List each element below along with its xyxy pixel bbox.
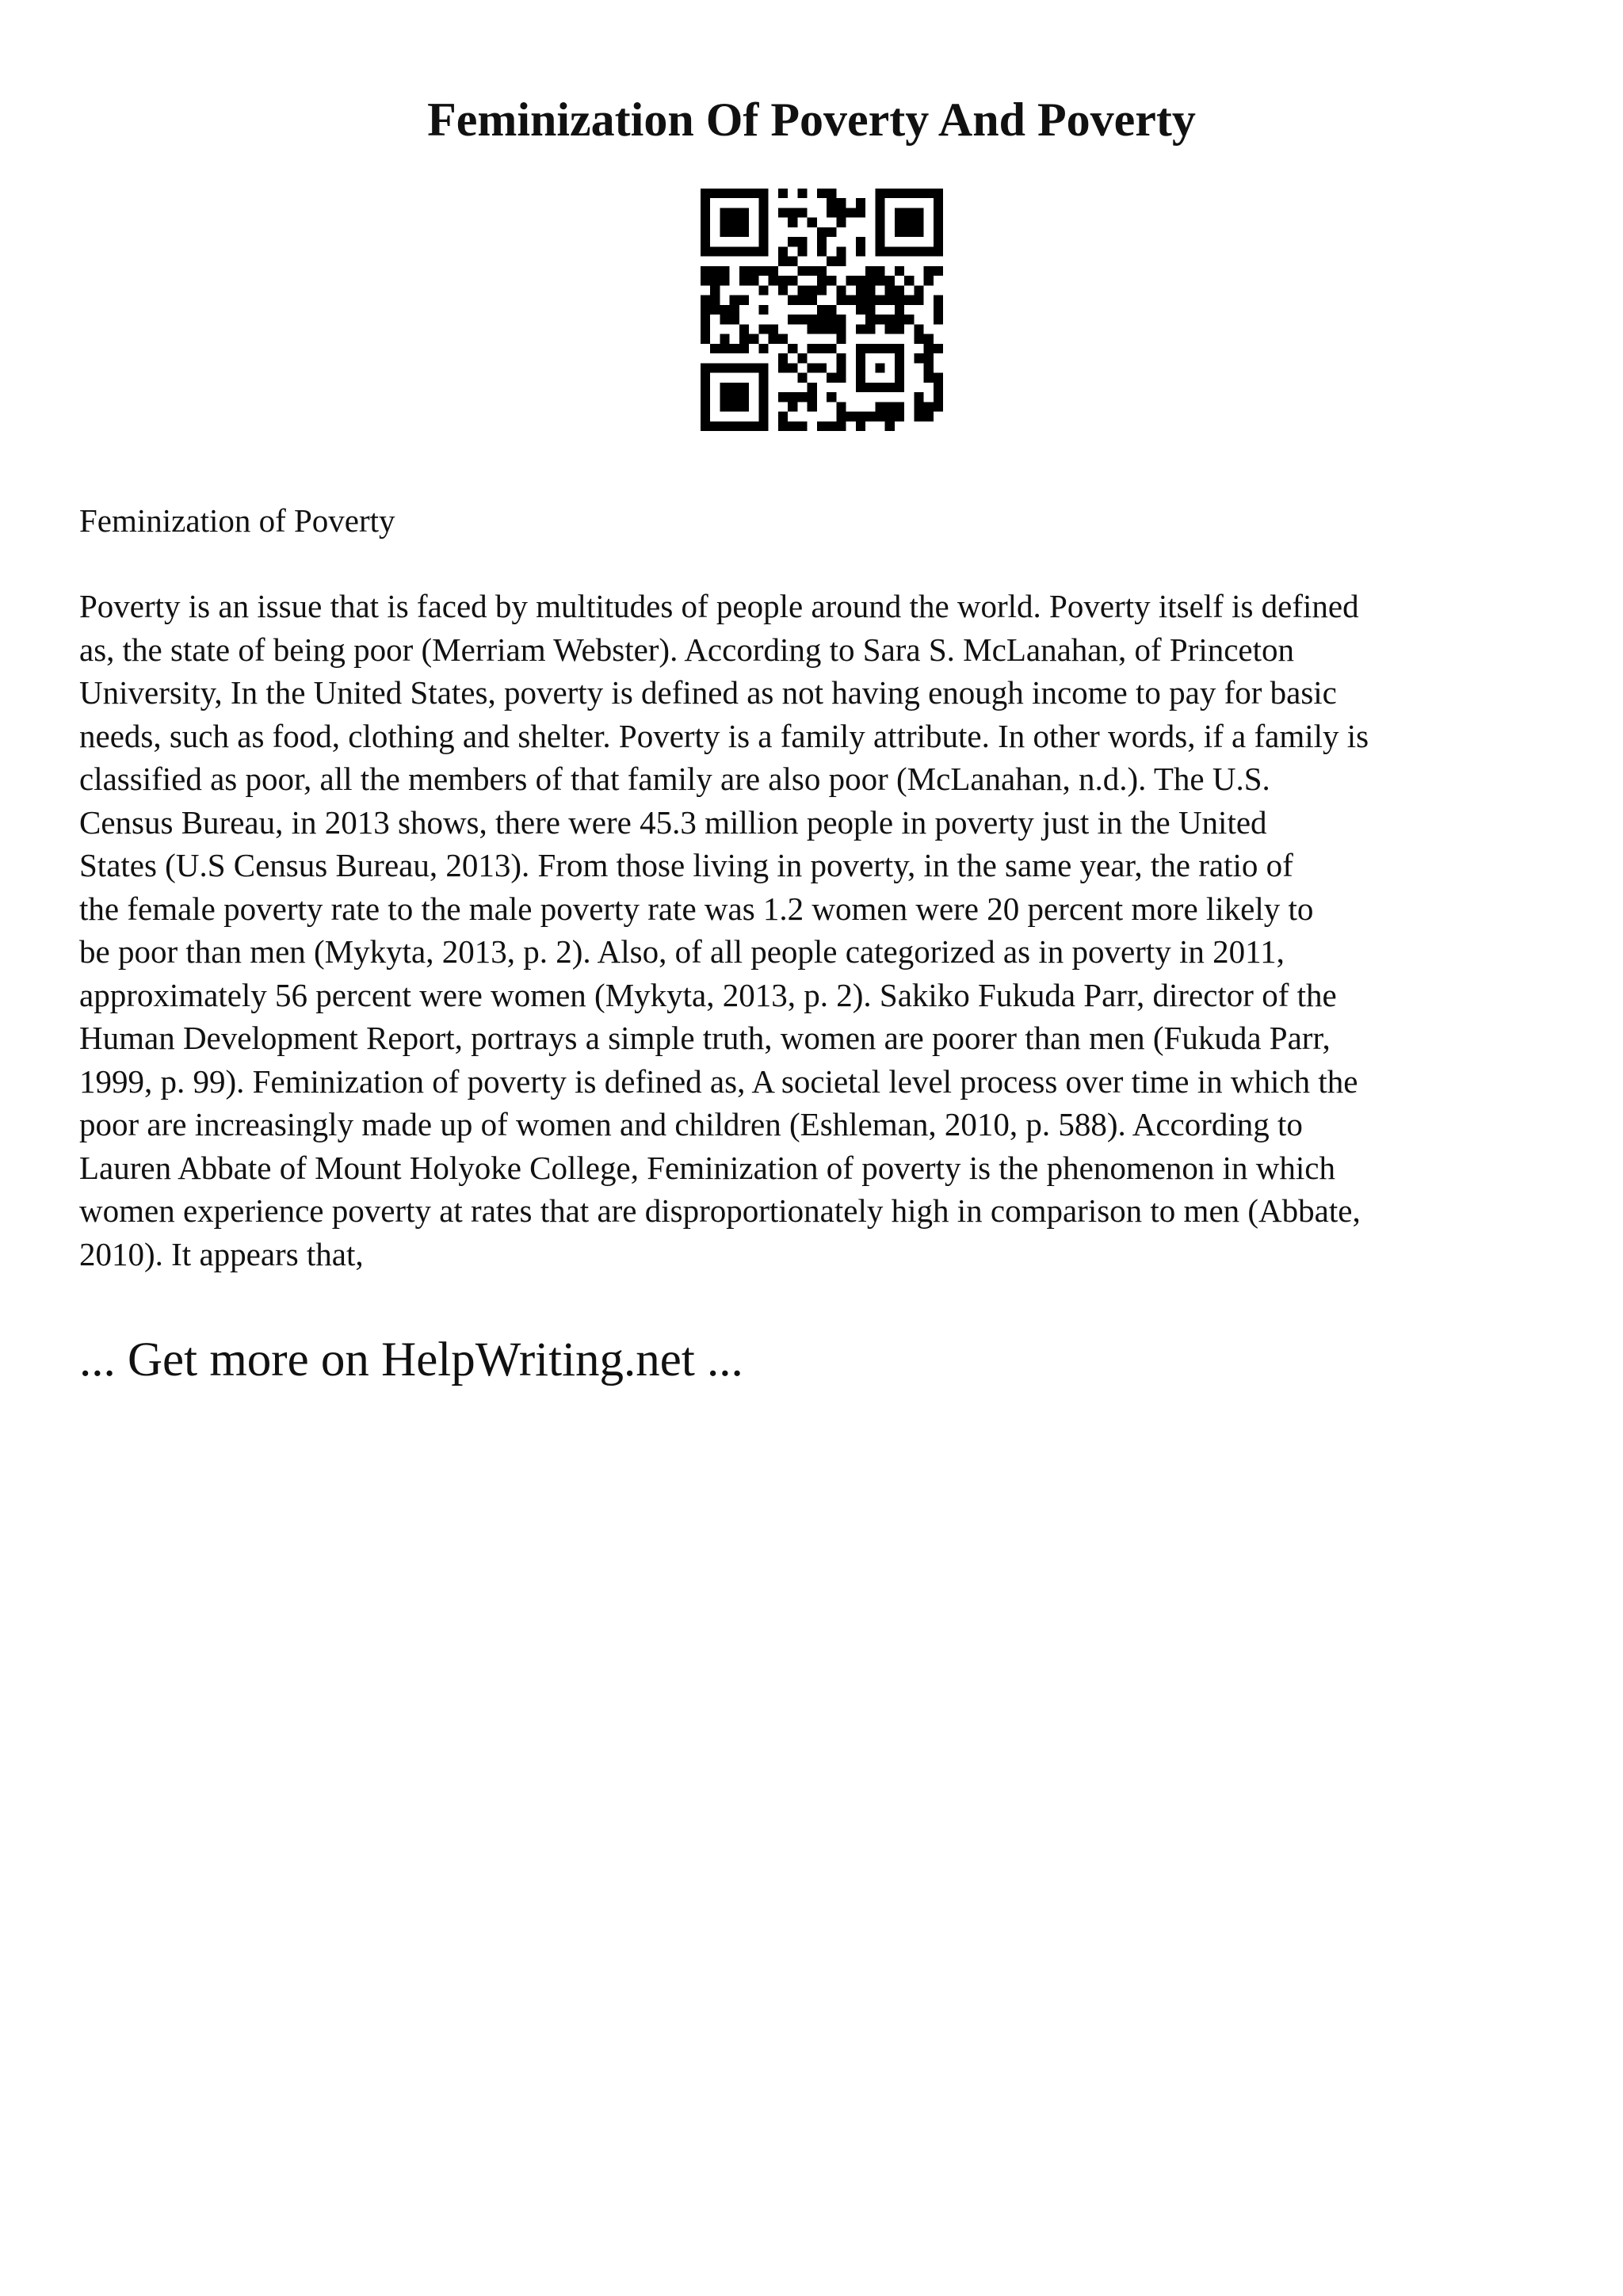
text-line: 1999, p. 99). Feminization of poverty is defined as, A societal level process over time in which the bbox=[79, 1062, 1358, 1100]
qr-code[interactable] bbox=[701, 189, 943, 431]
text-line: Lauren Abbate of Mount Holyoke College, Feminization of poverty is the phenomenon in which bbox=[79, 1149, 1336, 1186]
text-line: poor are increasingly made up of women and children (Eshleman, 2010, p. 588). According to bbox=[79, 1106, 1303, 1142]
text-line: Census Bureau, in 2013 shows, there were 45.3 million people in poverty just in the United bbox=[79, 803, 1267, 841]
text-line: Human Development Report, portrays a simple truth, women are poorer than men (Fukuda Parr, bbox=[79, 1020, 1331, 1056]
text-line: States (U.S Census Bureau, 2013). From those living in poverty, in the same year, the ratio of bbox=[79, 847, 1293, 883]
text-line: the female poverty rate to the male poverty rate was 1.2 women were 20 percent more likely to bbox=[79, 890, 1314, 927]
body-paragraph bbox=[79, 585, 1553, 1276]
get-more-link[interactable]: ... Get more on HelpWriting.net ... bbox=[79, 1333, 743, 1386]
text-line: 2010). It appears that, bbox=[79, 1235, 364, 1272]
text-line: approximately 56 percent were women (Mykyta, 2013, p. 2). Sakiko Fukuda Parr, director of the bbox=[79, 976, 1337, 1013]
text-line: classified as poor, all the members of that family are also poor (McLanahan, n.d.). The U.S. bbox=[79, 761, 1270, 797]
text-line: as, the state of being poor (Merriam Webster). According to Sara S. McLanahan, of Princeton bbox=[79, 631, 1294, 668]
document-subtitle: Feminization of Poverty bbox=[79, 502, 395, 539]
text-line: needs, such as food, clothing and shelter. Poverty is a family attribute. In other words, if a family is bbox=[79, 717, 1369, 754]
text-line: be poor than men (Mykyta, 2013, p. 2). Also, of all people categorized as in poverty in 2011, bbox=[79, 933, 1285, 970]
text-line: Poverty is an issue that is faced by multitudes of people around the world. Poverty itself is defined bbox=[79, 588, 1359, 624]
page-title: Feminization Of Poverty And Poverty bbox=[427, 93, 1196, 146]
text-line: University, In the United States, poverty is defined as not having enough income to pay for basic bbox=[79, 674, 1337, 711]
qr-code-icon bbox=[701, 189, 943, 431]
text-line: women experience poverty at rates that are disproportionately high in comparison to men (Abbate, bbox=[79, 1192, 1361, 1229]
